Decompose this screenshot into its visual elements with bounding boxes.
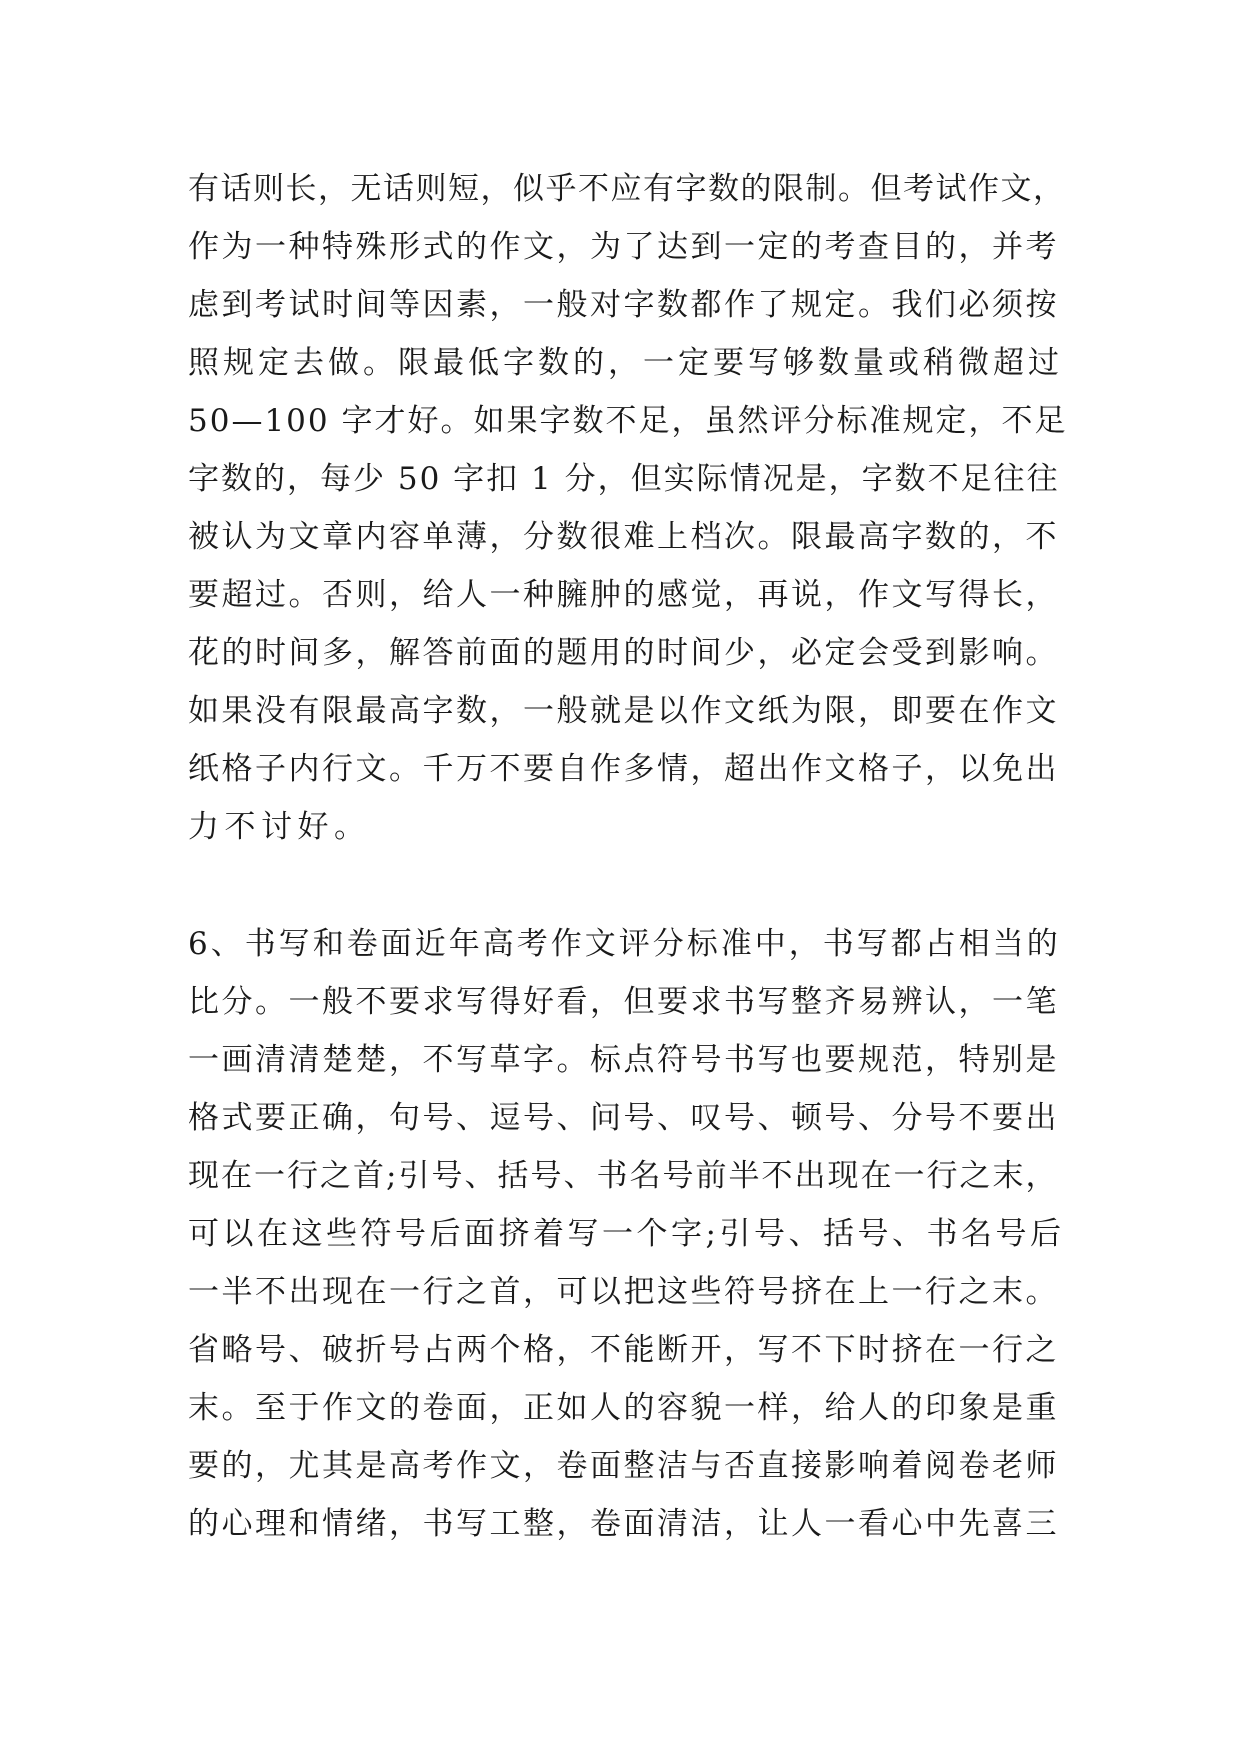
text-line: 一画清清楚楚，不写草字。标点符号书写也要规范，特别是 bbox=[188, 1042, 1059, 1078]
text-line: 作为一种特殊形式的作文，为了达到一定的考查目的，并考 bbox=[188, 229, 1059, 265]
text-line: 字数的，每少 50 字扣 1 分，但实际情况是，字数不足往往 bbox=[188, 461, 1060, 497]
text-line: 要的，尤其是高考作文，卷面整洁与否直接影响着阅卷老师 bbox=[188, 1448, 1059, 1484]
text-line: 一半不出现在一行之首，可以把这些符号挤在上一行之末。 bbox=[188, 1274, 1059, 1310]
text-line: 6、书写和卷面近年高考作文评分标准中，书写都占相当的 bbox=[188, 926, 1061, 962]
text-line: 花的时间多，解答前面的题用的时间少，必定会受到影响。 bbox=[188, 635, 1059, 671]
text-line: 力不讨好。 bbox=[188, 809, 371, 845]
text-line: 现在一行之首;引号、括号、书名号前半不出现在一行之末， bbox=[188, 1158, 1059, 1194]
text-line: 要超过。否则，给人一种臃肿的感觉，再说，作文写得长， bbox=[188, 577, 1059, 613]
text-line: 虑到考试时间等因素，一般对字数都作了规定。我们必须按 bbox=[188, 287, 1059, 323]
text-line: 比分。一般不要求写得好看，但要求书写整齐易辨认，一笔 bbox=[188, 984, 1059, 1020]
paragraph-word-count bbox=[188, 160, 1068, 856]
text-line: 格式要正确，句号、逗号、问号、叹号、顿号、分号不要出 bbox=[188, 1100, 1059, 1136]
text-line: 省略号、破折号占两个格，不能断开，写不下时挤在一行之 bbox=[188, 1332, 1059, 1368]
text-line: 照规定去做。限最低字数的，一定要写够数量或稍微超过 bbox=[188, 345, 1063, 381]
text-line: 的心理和情绪，书写工整，卷面清洁，让人一看心中先喜三 bbox=[188, 1506, 1059, 1542]
text-line: 如果没有限最高字数，一般就是以作文纸为限，即要在作文 bbox=[188, 693, 1059, 729]
text-line: 50—100 字才好。如果字数不足，虽然评分标准规定，不足 bbox=[188, 403, 1068, 439]
text-line: 可以在这些符号后面挤着写一个字;引号、括号、书名号后 bbox=[188, 1216, 1065, 1252]
text-line: 末。至于作文的卷面，正如人的容貌一样，给人的印象是重 bbox=[188, 1390, 1059, 1426]
paragraph-handwriting bbox=[188, 915, 1068, 1553]
text-line: 纸格子内行文。千万不要自作多情，超出作文格子，以免出 bbox=[188, 751, 1059, 787]
text-line: 有话则长，无话则短，似乎不应有字数的限制。但考试作文， bbox=[188, 171, 1066, 207]
text-line: 被认为文章内容单薄，分数很难上档次。限最高字数的，不 bbox=[188, 519, 1059, 555]
